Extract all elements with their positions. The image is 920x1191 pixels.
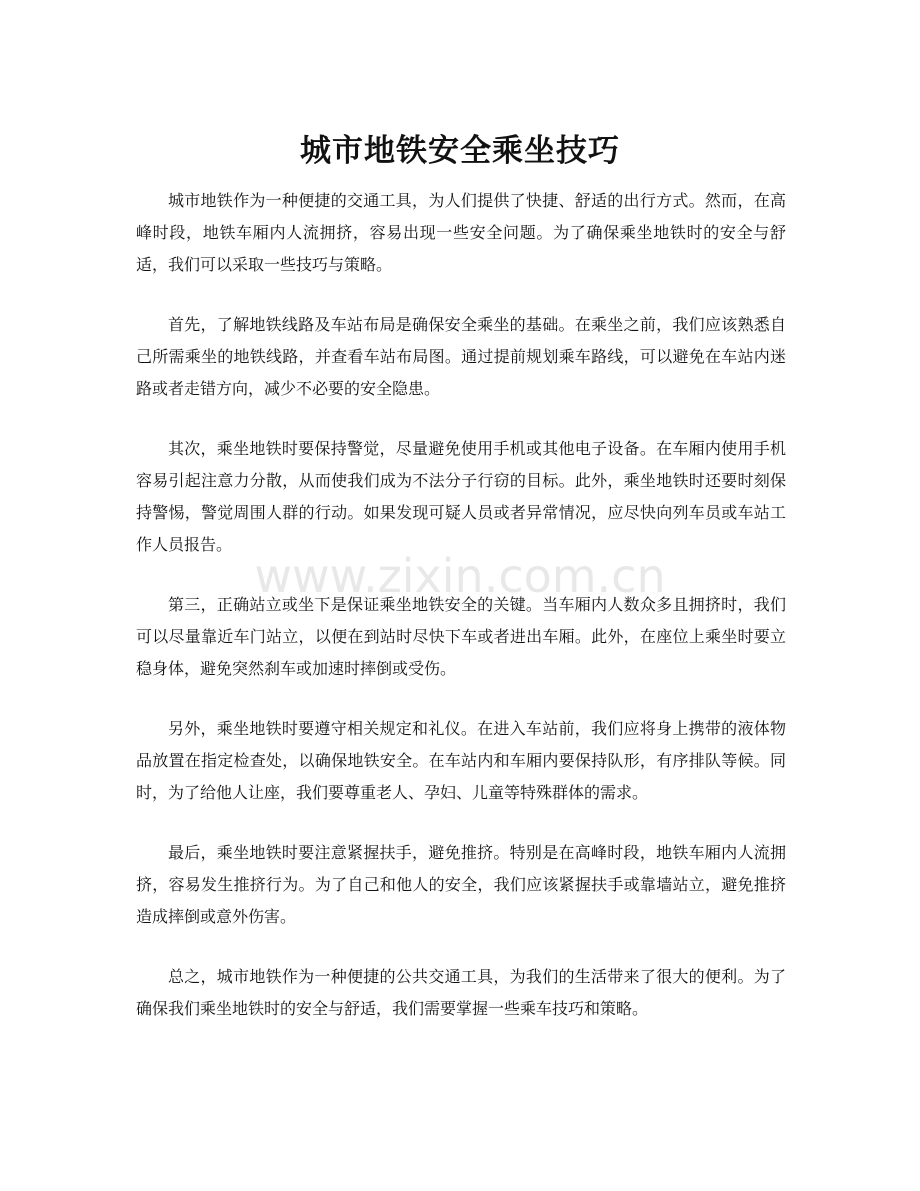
document-body — [136, 185, 786, 1053]
watermark: www.zixin.com.cn — [254, 549, 666, 603]
paragraph-second: 其次，乘坐地铁时要保持警觉，尽量避免使用手机或其他电子设备。在车厢内使用手机容易引起注意力分散，从而使我们成为不法分子行窃的目标。此外，乘坐地铁时还要时刻保持警惕，警觉周围人群的行动。如果发现可疑人员或者异常情况，应尽快向列车员或车站工作人员报告。 — [136, 439, 786, 554]
paragraph-fifth: 最后，乘坐地铁时要注意紧握扶手，避免推挤。特别是在高峰时段，地铁车厢内人流拥挤，容易发生推挤行为。为了自己和他人的安全，我们应该紧握扶手或靠墙站立，避免推挤造成摔倒或意外伤害。 — [136, 843, 786, 926]
paragraph-conclusion: 总之，城市地铁作为一种便捷的公共交通工具，为我们的生活带来了很大的便利。为了确保我们乘坐地铁时的安全与舒适，我们需要掌握一些乘车技巧和策略。 — [136, 967, 786, 1018]
paragraph-third: 第三，正确站立或坐下是保证乘坐地铁安全的关键。当车厢内人数众多且拥挤时，我们可以尽量靠近车门站立，以便在到站时尽快下车或者进出车厢。此外，在座位上乘坐时要立稳身体，避免突然刹车或加速时摔倒或受伤。 — [136, 595, 786, 678]
paragraph-first: 首先，了解地铁线路及车站布局是确保安全乘坐的基础。在乘坐之前，我们应该熟悉自己所需乘坐的地铁线路，并查看车站布局图。通过提前规划乘车路线，可以避免在车站内迷路或者走错方向，减少不必要的安全隐患。 — [136, 315, 786, 398]
paragraph-intro: 城市地铁作为一种便捷的交通工具，为人们提供了快捷、舒适的出行方式。然而，在高峰时段，地铁车厢内人流拥挤，容易出现一些安全问题。为了确保乘坐地铁时的安全与舒适，我们可以采取一些技巧与策略。 — [136, 191, 786, 274]
paragraph-fourth: 另外，乘坐地铁时要遵守相关规定和礼仪。在进入车站前，我们应将身上携带的液体物品放置在指定检查处，以确保地铁安全。在车站内和车厢内要保持队形，有序排队等候。同时，为了给他人让座，我们要尊重老人、孕妇、儿童等特殊群体的需求。 — [136, 719, 786, 802]
document-title: 城市地铁安全乘坐技巧 — [300, 132, 620, 169]
